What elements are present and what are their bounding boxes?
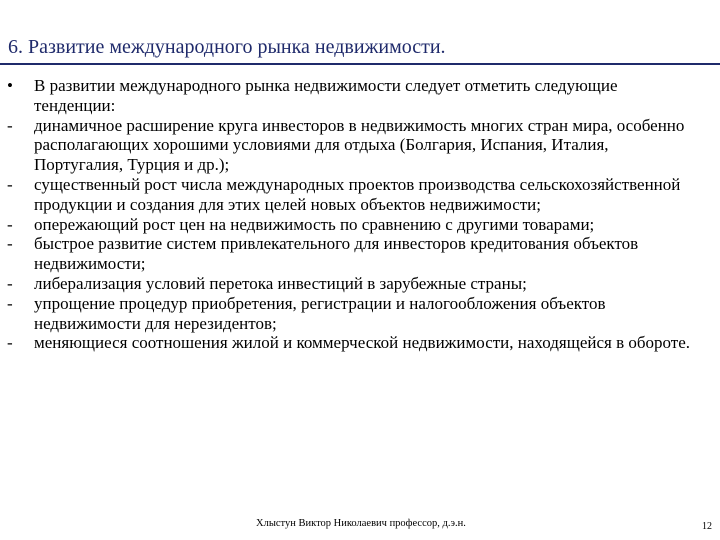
list-item [0,76,700,116]
list-item-text: быстрое развитие систем привлекательного для инвесторов кредитования объектов недвижимости; [34,234,639,274]
list-item [0,294,700,334]
list-item-text: В развитии международного рынка недвижимости следует отметить следующие тенденции: [34,76,618,115]
footer-author: Хлыстун Виктор Николаевич профессор, д.э.н. [256,518,466,529]
page-number: 12 [702,521,712,532]
dash-marker: - [7,115,13,135]
bullet-list [0,76,700,353]
dash-marker: - [7,214,13,234]
list-item-text: существенный рост числа международных проектов производства сельскохозяйственной продукции и создания для этих целей новых объектов недвижимости; [34,174,681,214]
slide-title: 6. Развитие международного рынка недвижимости. [8,36,446,58]
list-item [0,116,700,175]
list-item-text: упрощение процедур приобретения, регистрации и налогообложения объектов недвижимости для нерезидентов; [34,293,606,333]
dash-marker: - [7,234,13,254]
list-item [0,215,700,235]
dash-marker: - [7,273,13,293]
list-item-text: опережающий рост цен на недвижимость по сравнению с другими товарами; [34,214,595,234]
list-item [0,234,700,274]
list-item-text: динамичное расширение круга инвесторов в недвижимость многих стран мира, особенно располагающих хорошими условиями для отдыха (Болгария, Испания, Италия, Португалия, Турция и др.); [34,115,685,175]
list-item [0,333,700,353]
list-item-text: либерализация условий перетока инвестиций в зарубежные страны; [34,273,527,293]
bullet-marker: • [7,76,13,95]
title-underline [0,63,720,65]
dash-marker: - [7,333,13,353]
list-item-text: меняющиеся соотношения жилой и коммерческой недвижимости, находящейся в обороте. [34,333,691,353]
dash-marker: - [7,174,13,194]
list-item [0,274,700,294]
list-item [0,175,700,215]
dash-marker: - [7,293,13,313]
